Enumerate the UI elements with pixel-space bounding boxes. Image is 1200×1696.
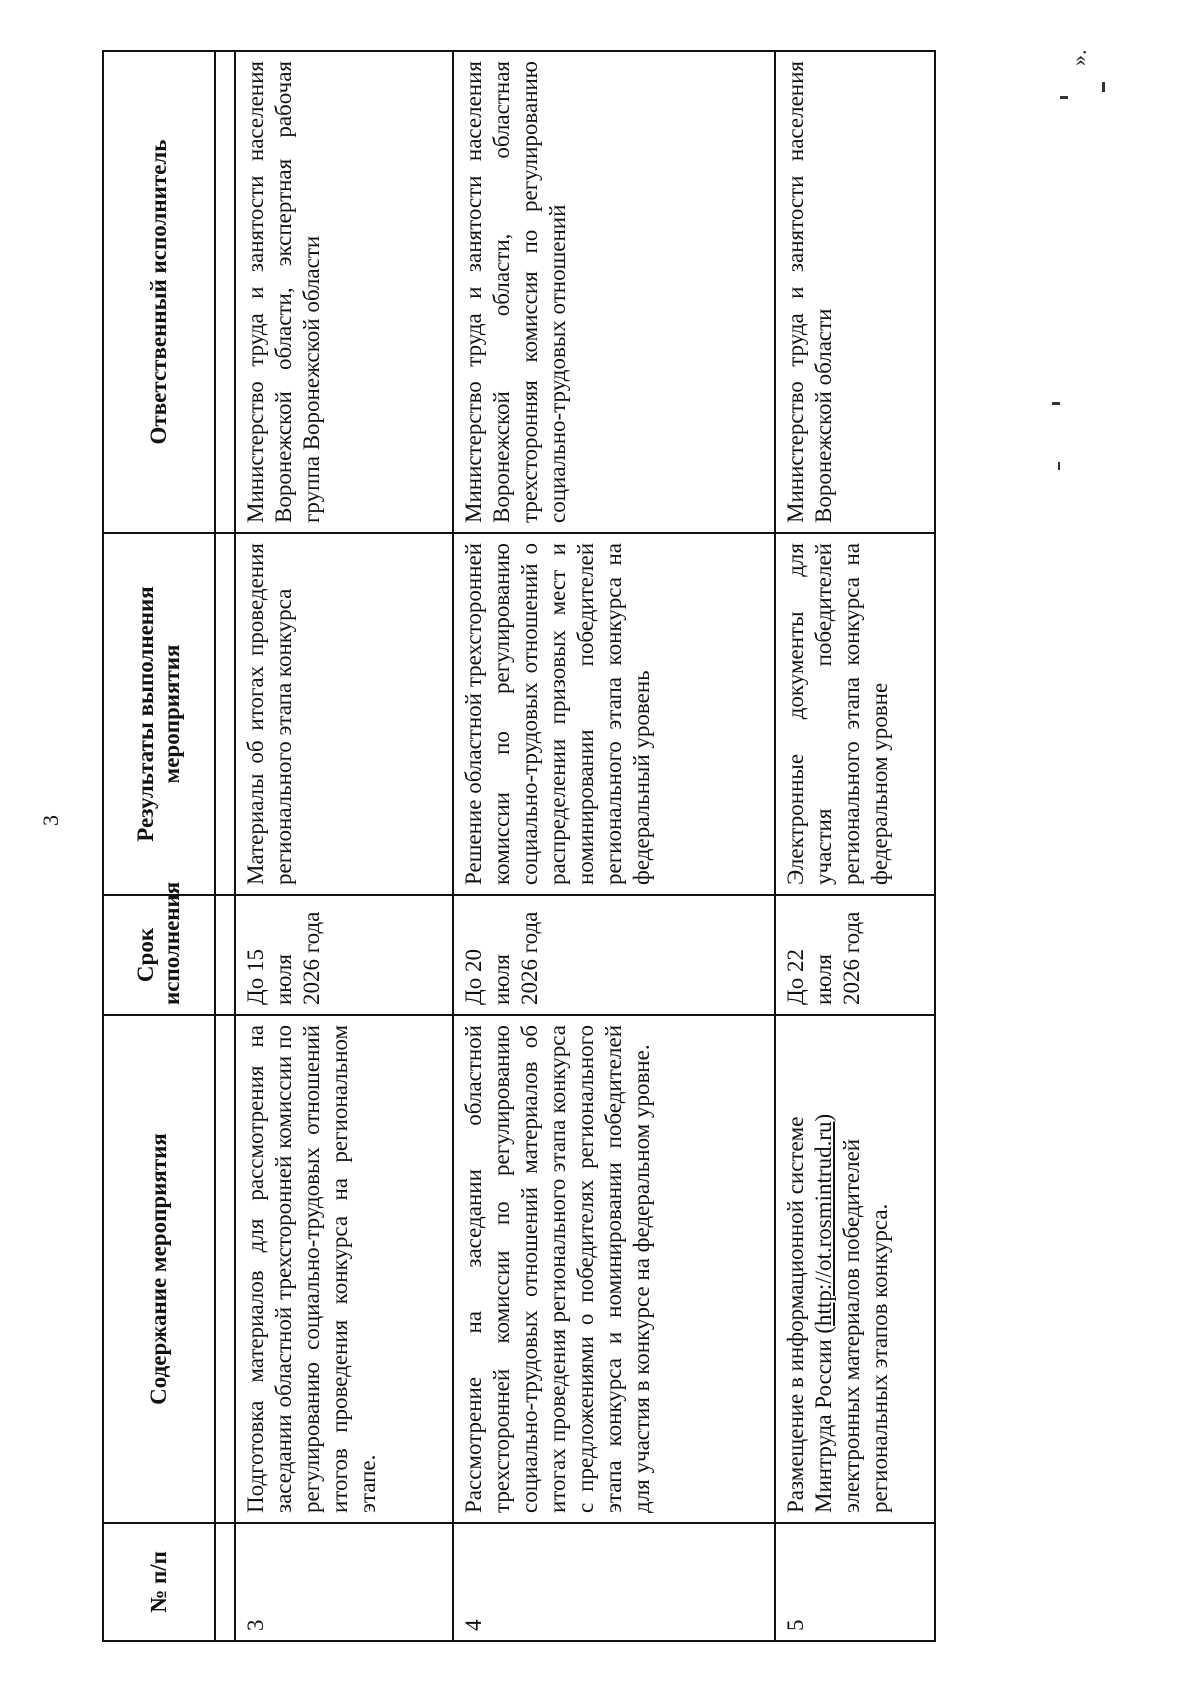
row-number: 5 bbox=[775, 1523, 935, 1641]
row-content: Рассмотрение на заседании областной трехсторонней комиссии по регулированию социально-трудовых отношений материалов об итогах проведения регионального этапа конкурса с предложениями о победителях регионального этапа конкурса и номинировании победителей для участия в конкурсе на федеральном уровне. bbox=[453, 1015, 775, 1523]
scan-speck bbox=[1052, 402, 1060, 405]
row-content-text-end: ) электронных материалов победителей региональных этапов конкурса. bbox=[811, 1113, 892, 1513]
table-header-row bbox=[103, 51, 215, 1641]
events-table bbox=[102, 50, 936, 1642]
rotated-table-container bbox=[102, 52, 892, 1642]
table-row bbox=[775, 51, 935, 1641]
spacer-cell bbox=[215, 1015, 235, 1523]
rosmintrud-link[interactable]: http://ot.rosmintrud.ru bbox=[811, 1121, 836, 1326]
row-results: Электронные документы для участия победителей регионального этапа конкурса на федеральном уровне bbox=[775, 533, 935, 895]
page-number: 3 bbox=[38, 815, 63, 826]
header-content: Содержание мероприятия bbox=[103, 1015, 215, 1523]
scan-speck bbox=[1060, 96, 1068, 99]
row-deadline: До 22 июля 2026 года bbox=[775, 895, 935, 1015]
row-number: 4 bbox=[453, 1523, 775, 1641]
table-row bbox=[453, 51, 775, 1641]
row-content: Подготовка материалов для рассмотрения на заседании областной трехсторонней комиссии по регулированию социально-трудовых отношений итогов проведения конкурса на региональном этапе. bbox=[235, 1015, 453, 1523]
spacer-cell bbox=[215, 533, 235, 895]
table-row bbox=[235, 51, 453, 1641]
header-results: Результаты выполнения мероприятия bbox=[103, 533, 215, 895]
scan-speck bbox=[1102, 82, 1105, 92]
spacer-cell bbox=[215, 51, 235, 533]
spacer-cell bbox=[215, 895, 235, 1015]
scan-speck bbox=[1058, 462, 1060, 470]
closing-quote-mark: ». bbox=[1066, 49, 1091, 66]
row-deadline: До 20 июля 2026 года bbox=[453, 895, 775, 1015]
row-content bbox=[775, 1015, 935, 1523]
row-content-text: Размещение в информационной системе Минтруда России ( bbox=[783, 1116, 836, 1513]
header-deadline: Срок исполнения bbox=[103, 895, 215, 1015]
header-num: № п/п bbox=[103, 1523, 215, 1641]
row-executor: Министерство труда и занятости населения Воронежской области bbox=[775, 51, 935, 533]
row-executor: Министерство труда и занятости населения Воронежской области, областная трехсторонняя комиссия по регулированию социально-трудовых отношений bbox=[453, 51, 775, 533]
spacer-cell bbox=[215, 1523, 235, 1641]
row-number: 3 bbox=[235, 1523, 453, 1641]
row-deadline: До 15 июля 2026 года bbox=[235, 895, 453, 1015]
row-results: Материалы об итогах проведения регионального этапа конкурса bbox=[235, 533, 453, 895]
row-executor: Министерство труда и занятости населения Воронежской области, экспертная рабочая группа Воронежской области bbox=[235, 51, 453, 533]
header-executor: Ответственный исполнитель bbox=[103, 51, 215, 533]
row-results: Решение областной трехсторонней комиссии по регулированию социально-трудовых отношений о распределении призовых мест и номинировании победителей регионального этапа конкурса на федеральный уровень bbox=[453, 533, 775, 895]
table-spacer-row bbox=[215, 51, 235, 1641]
